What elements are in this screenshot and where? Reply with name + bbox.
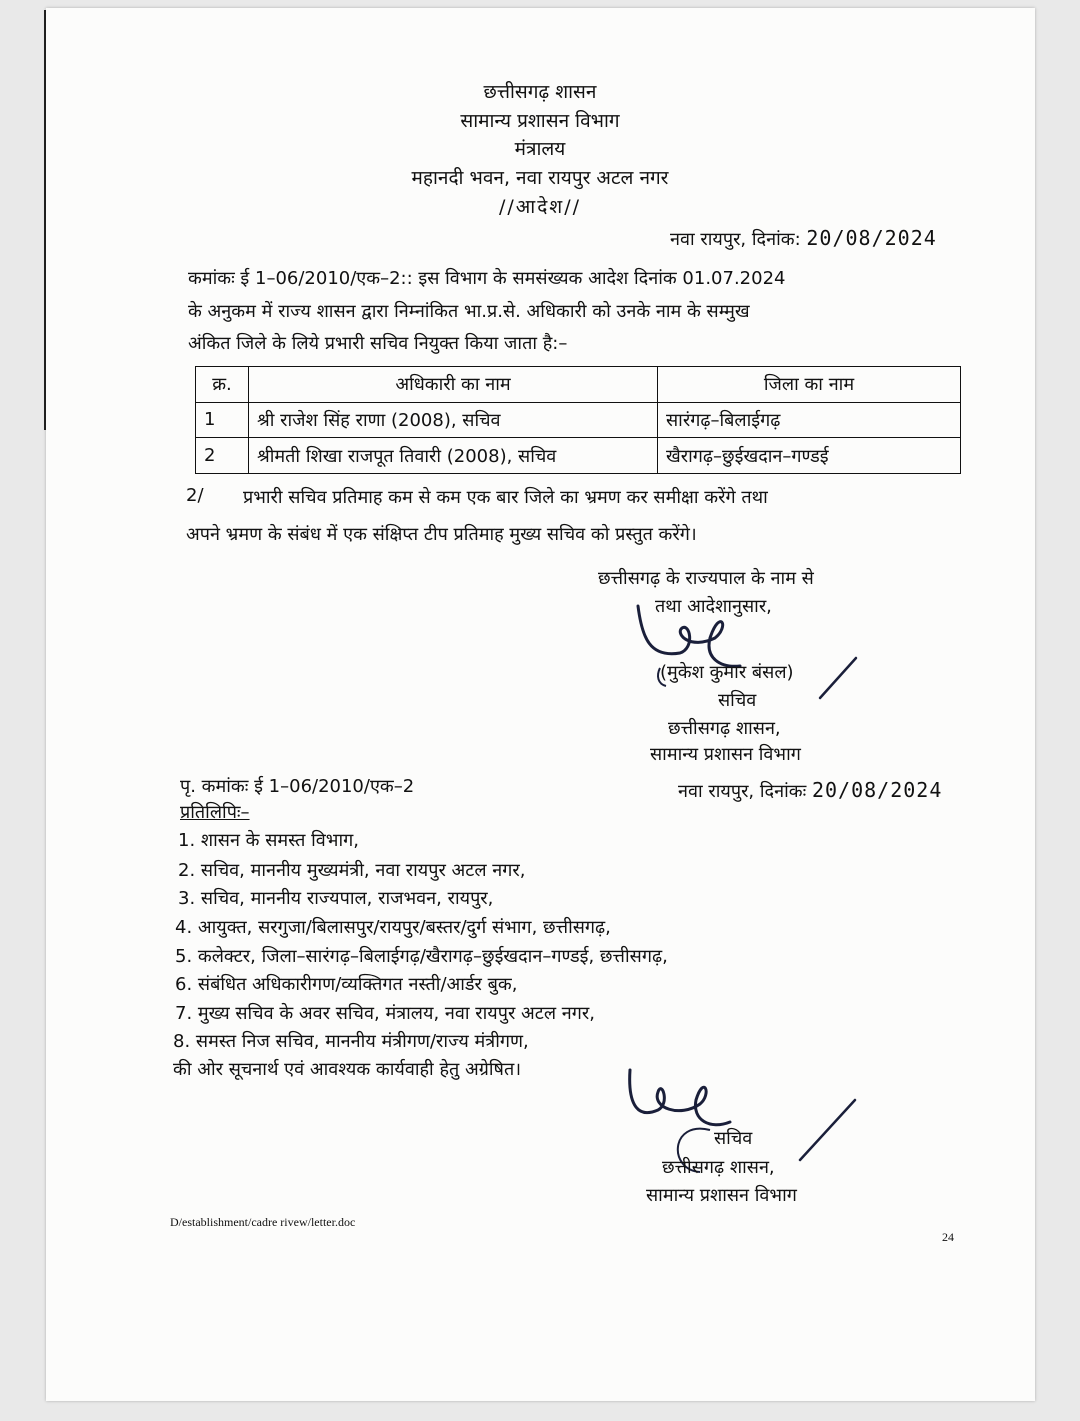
sign2-govt: छत्तीसगढ़ शासन, bbox=[662, 1157, 775, 1178]
order-line-3: अंकित जिले के लिये प्रभारी सचिव नियुक्त किया जाता है:– bbox=[188, 333, 568, 354]
sign1-dept: सामान्य प्रशासन विभाग bbox=[650, 744, 801, 765]
endorsement-date-label: नवा रायपुर, दिनांकः bbox=[678, 781, 807, 802]
para2-line-2: अपने भ्रमण के संबंध में एक संक्षिप्त टीप प्रतिमाह मुख्य सचिव को प्रस्तुत करेंगे। bbox=[186, 524, 697, 545]
table-row bbox=[196, 402, 961, 438]
footer-file-path: D/establishment/cadre rivew/letter.doc bbox=[170, 1215, 356, 1229]
header-title: //आदेश// bbox=[498, 196, 582, 218]
list-item: 7. मुख्य सचिव के अवर सचिव, मंत्रालय, नवा रायपुर अटल नगर, bbox=[175, 1003, 595, 1024]
sign2-designation: सचिव bbox=[714, 1128, 753, 1149]
copy-heading: प्रतिलिपिः– bbox=[180, 802, 250, 823]
table-header-cell: अधिकारी का नाम bbox=[249, 367, 658, 403]
table-cell: सारंगढ़–बिलाईगढ़ bbox=[658, 402, 961, 438]
sign1-designation: सचिव bbox=[718, 690, 757, 711]
table-cell: 2 bbox=[196, 438, 249, 474]
order-line-2: के अनुकम में राज्य शासन द्वारा निम्नांकित भा.प्र.से. अधिकारी को उनके नाम के सम्मुख bbox=[188, 301, 750, 322]
table-header-cell: क्र. bbox=[196, 367, 249, 403]
header-ministry: मंत्रालय bbox=[514, 138, 566, 160]
sign1-line2: तथा आदेशानुसार, bbox=[655, 596, 772, 617]
date-label: नवा रायपुर, दिनांक: bbox=[670, 229, 801, 250]
list-item: 1. शासन के समस्त विभाग, bbox=[178, 830, 359, 851]
sign1-govt: छत्तीसगढ़ शासन, bbox=[668, 718, 781, 739]
endorsement-date bbox=[678, 778, 942, 803]
appointment-table bbox=[195, 366, 961, 474]
header-department: सामान्य प्रशासन विभाग bbox=[460, 110, 620, 132]
para2-line-1: प्रभारी सचिव प्रतिमाह कम से कम एक बार जिले का भ्रमण कर समीक्षा करेंगे तथा bbox=[243, 487, 768, 508]
list-item: 6. संबंधित अधिकारीगण/व्यक्तिगत नस्ती/आर्डर बुक, bbox=[175, 974, 518, 995]
endorsement-ref: पृ. कमांकः ई 1–06/2010/एक–2 bbox=[180, 776, 415, 797]
order-line-1: कमांकः ई 1–06/2010/एक–2:: इस विभाग के समसंख्यक आदेश दिनांक 01.07.2024 bbox=[188, 268, 786, 289]
closing-line: की ओर सूचनार्थ एवं आवश्यक कार्यवाही हेतु अग्रेषित। bbox=[173, 1059, 522, 1080]
list-item: 8. समस्त निज सचिव, माननीय मंत्रीगण/राज्य मंत्रीगण, bbox=[173, 1031, 529, 1052]
table-cell: खैरागढ़–छुईखदान–गण्डई bbox=[658, 438, 961, 474]
footer-page-number: 24 bbox=[942, 1230, 954, 1244]
date-line bbox=[670, 226, 937, 251]
header-govt: छत्तीसगढ़ शासन bbox=[483, 81, 597, 103]
table-header-row bbox=[196, 367, 961, 403]
list-item: 3. सचिव, माननीय राज्यपाल, राजभवन, रायपुर, bbox=[178, 888, 494, 909]
list-item: 5. कलेक्टर, जिला–सारंगढ़–बिलाईगढ़/खैरागढ़–छुईखदान–गण्डई, छत्तीसगढ़, bbox=[175, 946, 668, 967]
sign1-line1: छत्तीसगढ़ के राज्यपाल के नाम से bbox=[598, 568, 814, 589]
list-item: 2. सचिव, माननीय मुख्यमंत्री, नवा रायपुर अटल नगर, bbox=[178, 860, 526, 881]
list-item: 4. आयुक्त, सरगुजा/बिलासपुर/रायपुर/बस्तर/दुर्ग संभाग, छत्तीसगढ़, bbox=[175, 917, 611, 938]
table-cell: 1 bbox=[196, 402, 249, 438]
para2-number: 2/ bbox=[186, 485, 204, 506]
endorsement-date-value: 20/08/2024 bbox=[811, 778, 943, 802]
table-cell: श्री राजेश सिंह राणा (2008), सचिव bbox=[249, 402, 658, 438]
table-header-cell: जिला का नाम bbox=[658, 367, 961, 403]
table-cell: श्रीमती शिखा राजपूत तिवारी (2008), सचिव bbox=[249, 438, 658, 474]
sign1-name: (मुकेश कुमार बंसल) bbox=[660, 662, 794, 683]
date-value: 20/08/2024 bbox=[806, 226, 937, 250]
sign2-dept: सामान्य प्रशासन विभाग bbox=[646, 1185, 797, 1206]
header-address: महानदी भवन, नवा रायपुर अटल नगर bbox=[411, 167, 669, 189]
table-row bbox=[196, 438, 961, 474]
